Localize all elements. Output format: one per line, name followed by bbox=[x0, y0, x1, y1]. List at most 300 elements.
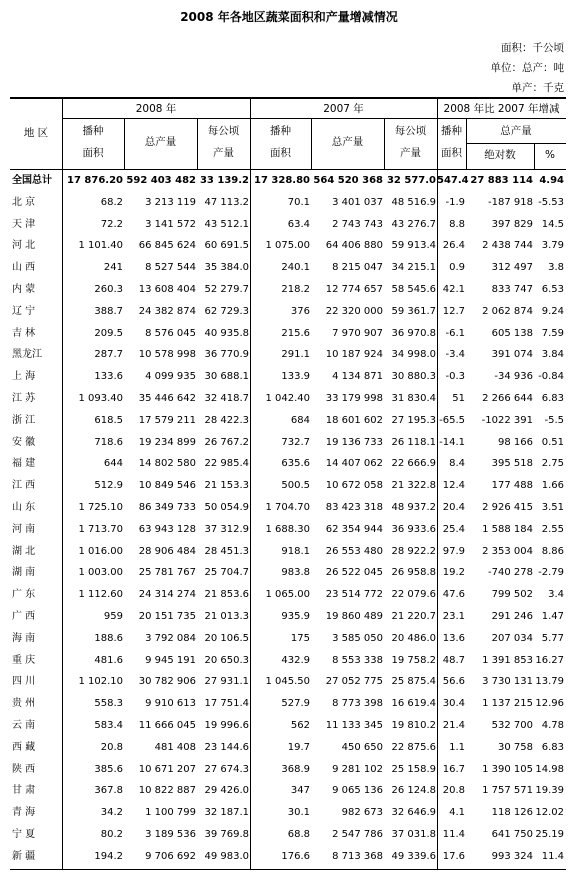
change-area-cell: 48.7 bbox=[442, 654, 465, 666]
change-area-cell: 26.4 bbox=[442, 240, 465, 252]
table-row bbox=[10, 846, 566, 868]
output-2007-cell: 10 187 924 bbox=[325, 349, 383, 361]
table-row bbox=[10, 497, 566, 519]
change-area-cell: 51 bbox=[452, 393, 465, 404]
output-2008-cell: 9 706 692 bbox=[145, 850, 196, 862]
area-2008-cell: 1 003.00 bbox=[78, 567, 123, 579]
yield-2007-cell: 48 516.9 bbox=[391, 196, 436, 208]
area-2008-cell: 188.6 bbox=[94, 632, 123, 644]
yield-2008-cell: 23 144.6 bbox=[204, 741, 249, 753]
change-percent-cell: 4.78 bbox=[541, 720, 564, 731]
change-area-cell: 20.8 bbox=[442, 785, 465, 797]
area-2008-cell: 583.4 bbox=[94, 720, 123, 731]
yield-2008-cell: 22 985.4 bbox=[204, 458, 249, 470]
change-output-cell: 2 438 744 bbox=[482, 240, 533, 252]
table-row bbox=[10, 650, 566, 672]
output-2007-cell: 14 407 062 bbox=[325, 458, 383, 470]
change-percent-cell: 9.24 bbox=[541, 305, 564, 317]
change-percent-cell: 3.4 bbox=[548, 589, 564, 601]
change-percent-cell: 6.83 bbox=[541, 741, 564, 753]
area-2007-cell: 218.2 bbox=[281, 284, 310, 295]
change-output-cell: 1 390 105 bbox=[482, 763, 533, 775]
output-2007-cell: 450 650 bbox=[341, 741, 383, 753]
change-output-cell: 2 062 874 bbox=[482, 305, 533, 317]
area-2008-cell: 17 876.20 bbox=[67, 175, 123, 186]
change-percent-cell: 5.77 bbox=[541, 632, 564, 644]
area-2008-cell: 558.3 bbox=[94, 698, 123, 710]
change-percent-cell: 3.8 bbox=[548, 262, 564, 274]
area-2007-cell: 176.6 bbox=[281, 850, 310, 862]
change-output-cell: 1 137 215 bbox=[482, 698, 533, 710]
change-percent-cell: 8.86 bbox=[541, 545, 564, 557]
region-cell: 山 东 bbox=[12, 502, 36, 513]
change-area-cell: -1.9 bbox=[445, 196, 465, 208]
yield-2008-cell: 52 279.7 bbox=[204, 284, 249, 295]
change-percent-cell: 14.5 bbox=[541, 218, 564, 230]
area-2007-cell: 175 bbox=[290, 632, 310, 644]
area-2007-cell: 1 042.40 bbox=[265, 393, 310, 404]
table-row-total bbox=[10, 170, 566, 192]
output-2007-cell: 9 065 136 bbox=[332, 785, 383, 797]
region-cell: 内 蒙 bbox=[12, 284, 36, 295]
table-row bbox=[10, 519, 566, 541]
change-area-cell: 47.6 bbox=[442, 589, 465, 601]
area-2008-cell: 718.6 bbox=[94, 436, 123, 448]
table-row bbox=[10, 192, 566, 214]
yield-2007-cell: 20 486.0 bbox=[391, 632, 436, 644]
area-2008-cell: 68.2 bbox=[100, 196, 123, 208]
header-yield-2008-line1: 每公顷 bbox=[207, 125, 240, 137]
change-output-cell: 2 266 644 bbox=[482, 393, 533, 404]
change-area-cell: 17.6 bbox=[442, 850, 465, 862]
area-2007-cell: 347 bbox=[290, 785, 310, 797]
change-percent-cell: 3.51 bbox=[541, 502, 564, 513]
table-row bbox=[10, 541, 566, 563]
region-cell: 广 东 bbox=[12, 589, 36, 601]
change-output-cell: 397 829 bbox=[491, 218, 533, 230]
area-2007-cell: 376 bbox=[290, 305, 310, 317]
output-2008-cell: 8 527 544 bbox=[145, 262, 196, 274]
change-output-cell: 395 518 bbox=[491, 458, 533, 470]
output-2007-cell: 7 970 907 bbox=[332, 327, 383, 339]
table-row bbox=[10, 410, 566, 432]
area-2007-cell: 133.9 bbox=[281, 371, 310, 383]
area-2008-cell: 1 016.00 bbox=[78, 545, 123, 557]
change-area-cell: 16.7 bbox=[442, 763, 465, 775]
table-row bbox=[10, 759, 566, 781]
area-2007-cell: 935.9 bbox=[281, 611, 310, 622]
region-cell: 重 庆 bbox=[12, 654, 36, 666]
output-2008-cell: 10 822 887 bbox=[138, 785, 196, 797]
header-output-2008: 总产量 bbox=[144, 136, 177, 148]
yield-2007-cell: 26 958.8 bbox=[391, 567, 436, 579]
header-change: 2008 年比 2007 年增减 bbox=[443, 103, 560, 115]
yield-2007-cell: 37 031.8 bbox=[391, 829, 436, 840]
change-area-cell: 97.9 bbox=[442, 545, 465, 557]
output-2008-cell: 66 845 624 bbox=[138, 240, 196, 252]
yield-2008-cell: 32 418.7 bbox=[204, 393, 249, 404]
yield-2008-cell: 21 013.3 bbox=[204, 611, 249, 622]
yield-2008-cell: 35 384.0 bbox=[204, 262, 249, 274]
area-2008-cell: 241 bbox=[103, 262, 123, 274]
table-title: 2008 年各地区蔬菜面积和产量增减情况 bbox=[180, 10, 398, 24]
yield-2007-cell: 22 875.6 bbox=[391, 741, 436, 753]
yield-2008-cell: 28 451.3 bbox=[204, 545, 249, 557]
output-2007-cell: 62 354 944 bbox=[325, 523, 383, 535]
area-2008-cell: 385.6 bbox=[94, 763, 123, 775]
area-2007-cell: 70.1 bbox=[287, 196, 310, 208]
yield-2008-cell: 40 935.8 bbox=[204, 327, 249, 339]
change-output-cell: -740 278 bbox=[488, 567, 533, 579]
area-2007-cell: 684 bbox=[290, 414, 310, 426]
region-cell: 广 西 bbox=[12, 611, 36, 622]
region-cell: 宁 夏 bbox=[12, 829, 36, 840]
change-percent-cell: 7.59 bbox=[541, 327, 564, 339]
yield-2007-cell: 49 339.6 bbox=[391, 850, 436, 862]
change-output-cell: 605 138 bbox=[491, 327, 533, 339]
change-percent-cell: 6.83 bbox=[541, 393, 564, 404]
output-2008-cell: 9 910 613 bbox=[145, 698, 196, 710]
change-percent-cell: 13.79 bbox=[535, 676, 564, 688]
change-output-cell: 641 750 bbox=[491, 829, 533, 840]
change-output-cell: 177 488 bbox=[491, 480, 533, 492]
change-area-cell: 23.1 bbox=[442, 611, 465, 622]
change-output-cell: 98 166 bbox=[498, 436, 533, 448]
area-2008-cell: 512.9 bbox=[94, 480, 123, 492]
change-area-cell: 19.2 bbox=[442, 567, 465, 579]
yield-2008-cell: 26 767.2 bbox=[204, 436, 249, 448]
change-percent-cell: 2.55 bbox=[541, 523, 564, 535]
header-change-absolute: 绝对数 bbox=[484, 149, 516, 161]
table-row bbox=[10, 453, 566, 475]
table-row bbox=[10, 802, 566, 824]
region-cell: 江 西 bbox=[12, 480, 36, 492]
change-percent-cell: 12.96 bbox=[535, 698, 564, 710]
output-2007-cell: 2 547 786 bbox=[332, 829, 383, 840]
output-2007-cell: 4 134 871 bbox=[332, 371, 383, 383]
area-2007-cell: 1 045.50 bbox=[265, 676, 310, 688]
header-yield-2007-line1: 每公顷 bbox=[394, 125, 427, 137]
change-output-cell: 833 747 bbox=[491, 284, 533, 295]
change-area-cell: 4.1 bbox=[449, 807, 465, 819]
change-output-cell: 291 246 bbox=[491, 611, 533, 622]
output-2008-cell: 8 576 045 bbox=[145, 327, 196, 339]
yield-2008-cell: 32 187.1 bbox=[204, 807, 249, 819]
change-percent-cell: 12.02 bbox=[535, 807, 564, 819]
output-2007-cell: 3 585 050 bbox=[332, 632, 383, 644]
change-area-cell: 25.4 bbox=[442, 523, 465, 535]
output-2008-cell: 14 802 580 bbox=[138, 458, 196, 470]
output-2008-cell: 10 578 998 bbox=[138, 349, 196, 361]
change-output-cell: 118 126 bbox=[491, 807, 533, 819]
region-cell: 西 藏 bbox=[12, 741, 36, 753]
yield-2008-cell: 25 704.7 bbox=[204, 567, 249, 579]
change-area-cell: -65.5 bbox=[439, 414, 465, 426]
output-2007-cell: 8 553 338 bbox=[332, 654, 383, 666]
output-2007-cell: 27 052 775 bbox=[325, 676, 383, 688]
yield-2008-cell: 50 054.9 bbox=[204, 502, 249, 513]
output-2008-cell: 30 782 906 bbox=[138, 676, 196, 688]
change-area-cell: 12.7 bbox=[442, 305, 465, 317]
table-row bbox=[10, 671, 566, 693]
change-output-cell: 27 883 114 bbox=[470, 175, 533, 186]
area-2007-cell: 291.1 bbox=[281, 349, 310, 361]
header-output-2007: 总产量 bbox=[331, 136, 364, 148]
output-2008-cell: 4 099 935 bbox=[145, 371, 196, 383]
area-2007-cell: 368.9 bbox=[281, 763, 310, 775]
region-cell: 湖 南 bbox=[12, 567, 36, 579]
output-2007-cell: 564 520 368 bbox=[313, 175, 383, 186]
output-2007-cell: 18 601 602 bbox=[325, 414, 383, 426]
region-cell: 上 海 bbox=[12, 371, 36, 383]
change-output-cell: 993 324 bbox=[491, 850, 533, 862]
yield-2007-cell: 30 880.3 bbox=[391, 371, 436, 383]
yield-2007-cell: 34 998.0 bbox=[391, 349, 436, 361]
output-2008-cell: 28 906 484 bbox=[138, 545, 196, 557]
change-output-cell: 391 074 bbox=[491, 349, 533, 361]
area-2007-cell: 63.4 bbox=[287, 218, 310, 230]
yield-2008-cell: 20 650.3 bbox=[204, 654, 249, 666]
area-2007-cell: 918.1 bbox=[281, 545, 310, 557]
region-cell: 青 海 bbox=[12, 807, 36, 819]
area-2008-cell: 1 713.70 bbox=[78, 523, 123, 535]
area-2008-cell: 481.6 bbox=[94, 654, 123, 666]
change-percent-cell: 3.79 bbox=[541, 240, 564, 252]
yield-2008-cell: 30 688.1 bbox=[204, 371, 249, 383]
change-output-cell: -34 936 bbox=[494, 371, 533, 383]
area-2007-cell: 240.1 bbox=[281, 262, 310, 274]
area-2007-cell: 500.5 bbox=[281, 480, 310, 492]
change-output-cell: 1 588 184 bbox=[482, 523, 533, 535]
area-2008-cell: 1 725.10 bbox=[78, 502, 123, 513]
change-area-cell: 8.8 bbox=[449, 218, 465, 230]
region-cell: 新 疆 bbox=[12, 850, 36, 862]
change-area-cell: -3.4 bbox=[445, 349, 465, 361]
region-cell: 河 北 bbox=[12, 240, 36, 252]
yield-2008-cell: 17 751.4 bbox=[204, 698, 249, 710]
output-2008-cell: 1 100 799 bbox=[145, 807, 196, 819]
table-row bbox=[10, 824, 566, 846]
table-row bbox=[10, 323, 566, 345]
change-percent-cell: 16.27 bbox=[535, 654, 564, 666]
area-2007-cell: 1 688.30 bbox=[265, 523, 310, 535]
output-2007-cell: 2 743 743 bbox=[332, 218, 383, 230]
area-2008-cell: 1 112.60 bbox=[78, 589, 123, 601]
region-cell: 云 南 bbox=[12, 720, 36, 731]
header-change-area-line1: 播种 bbox=[441, 125, 462, 137]
yield-2007-cell: 32 577.0 bbox=[386, 175, 436, 186]
area-2008-cell: 133.6 bbox=[94, 371, 123, 383]
change-area-cell: -0.3 bbox=[445, 371, 465, 383]
change-area-cell: -6.1 bbox=[445, 327, 465, 339]
area-2008-cell: 209.5 bbox=[94, 327, 123, 339]
output-unit-note: 单位：总产：吨 bbox=[490, 62, 564, 74]
top-rule bbox=[10, 97, 566, 99]
yield-unit-note: 单产：千克 bbox=[511, 82, 564, 94]
change-output-cell: 312 497 bbox=[491, 262, 533, 274]
table-row bbox=[10, 737, 566, 759]
output-2008-cell: 3 213 119 bbox=[145, 196, 196, 208]
header-area-2008-line1: 播种 bbox=[82, 125, 104, 137]
change-percent-cell: 11.4 bbox=[541, 850, 564, 862]
output-2008-cell: 19 234 899 bbox=[138, 436, 196, 448]
header-area-2008-line2: 面积 bbox=[82, 147, 104, 159]
output-2008-cell: 35 446 642 bbox=[138, 393, 196, 404]
yield-2008-cell: 29 426.0 bbox=[204, 785, 249, 797]
output-2008-cell: 3 141 572 bbox=[145, 218, 196, 230]
area-2008-cell: 72.2 bbox=[100, 218, 123, 230]
area-2007-cell: 983.8 bbox=[281, 567, 310, 579]
yield-2008-cell: 33 139.2 bbox=[199, 175, 249, 186]
output-2007-cell: 26 553 480 bbox=[325, 545, 383, 557]
region-cell: 福 建 bbox=[12, 458, 36, 470]
change-output-cell: -187 918 bbox=[488, 196, 533, 208]
change-area-cell: 0.9 bbox=[449, 262, 465, 274]
output-2007-cell: 8 215 047 bbox=[332, 262, 383, 274]
yield-2007-cell: 34 215.1 bbox=[391, 262, 436, 274]
output-2008-cell: 17 579 211 bbox=[138, 414, 196, 426]
yield-2008-cell: 21 153.3 bbox=[204, 480, 249, 492]
area-2008-cell: 959 bbox=[103, 611, 123, 622]
area-2008-cell: 1 102.10 bbox=[78, 676, 123, 688]
region-cell: 陕 西 bbox=[12, 763, 36, 775]
change-area-cell: 13.6 bbox=[442, 632, 465, 644]
change-output-cell: 1 391 853 bbox=[482, 654, 533, 666]
output-2007-cell: 3 401 037 bbox=[332, 196, 383, 208]
yield-2007-cell: 32 646.9 bbox=[391, 807, 436, 819]
table-row bbox=[10, 257, 566, 279]
yield-2007-cell: 21 220.7 bbox=[391, 611, 436, 622]
region-cell: 甘 肃 bbox=[12, 785, 36, 797]
output-2007-cell: 11 133 345 bbox=[325, 720, 383, 731]
yield-2008-cell: 28 422.3 bbox=[204, 414, 249, 426]
output-2007-cell: 23 514 772 bbox=[325, 589, 383, 601]
yield-2008-cell: 60 691.5 bbox=[204, 240, 249, 252]
area-unit-note: 面积：千公顷 bbox=[501, 42, 564, 54]
output-2007-cell: 12 774 657 bbox=[325, 284, 383, 295]
yield-2007-cell: 36 970.8 bbox=[391, 327, 436, 339]
change-percent-cell: 19.39 bbox=[535, 785, 564, 797]
area-2007-cell: 1 075.00 bbox=[265, 240, 310, 252]
header-change-percent: % bbox=[545, 149, 555, 161]
area-2008-cell: 1 101.40 bbox=[78, 240, 123, 252]
output-2007-cell: 19 860 489 bbox=[325, 611, 383, 622]
region-cell: 黑龙江 bbox=[12, 349, 42, 361]
yield-2007-cell: 25 875.4 bbox=[391, 676, 436, 688]
change-output-cell: 799 502 bbox=[491, 589, 533, 601]
region-cell: 江 苏 bbox=[12, 393, 36, 404]
header-region: 地 区 bbox=[23, 127, 49, 139]
change-output-cell: 2 926 415 bbox=[482, 502, 533, 513]
change-output-cell: 1 757 571 bbox=[482, 785, 533, 797]
area-2008-cell: 260.3 bbox=[94, 284, 123, 295]
output-2007-cell: 22 320 000 bbox=[325, 305, 383, 317]
table-row bbox=[10, 693, 566, 715]
change-area-cell: 8.4 bbox=[449, 458, 465, 470]
yield-2007-cell: 16 619.4 bbox=[391, 698, 436, 710]
output-2008-cell: 86 349 733 bbox=[138, 502, 196, 513]
region-cell: 安 徽 bbox=[12, 436, 36, 448]
change-percent-cell: -2.79 bbox=[538, 567, 564, 579]
yield-2007-cell: 19 758.2 bbox=[391, 654, 436, 666]
change-area-cell: 11.4 bbox=[442, 829, 465, 840]
yield-2007-cell: 22 079.6 bbox=[391, 589, 436, 601]
region-cell: 天 津 bbox=[12, 218, 36, 230]
bottom-rule bbox=[10, 869, 566, 870]
region-cell: 浙 江 bbox=[12, 414, 36, 426]
region-cell: 海 南 bbox=[12, 632, 36, 644]
change-output-cell: -1022 391 bbox=[481, 414, 533, 426]
output-2007-cell: 33 179 998 bbox=[325, 393, 383, 404]
yield-2007-cell: 26 118.1 bbox=[391, 436, 436, 448]
table-row bbox=[10, 366, 566, 388]
change-percent-cell: 14.98 bbox=[535, 763, 564, 775]
output-2007-cell: 64 406 880 bbox=[325, 240, 383, 252]
change-percent-cell: -0.84 bbox=[538, 371, 564, 383]
yield-2007-cell: 21 322.8 bbox=[391, 480, 436, 492]
yield-2007-cell: 36 933.6 bbox=[391, 523, 436, 535]
table-row bbox=[10, 780, 566, 802]
change-area-cell: 21.4 bbox=[442, 720, 465, 731]
table-row bbox=[10, 279, 566, 301]
change-output-cell: 207 034 bbox=[491, 632, 533, 644]
yield-2008-cell: 20 106.5 bbox=[204, 632, 249, 644]
yield-2008-cell: 27 674.3 bbox=[204, 763, 249, 775]
output-2008-cell: 24 314 274 bbox=[138, 589, 196, 601]
change-percent-cell: -5.5 bbox=[544, 414, 564, 426]
table-row bbox=[10, 475, 566, 497]
area-2007-cell: 527.9 bbox=[281, 698, 310, 710]
table-row bbox=[10, 606, 566, 628]
area-2007-cell: 732.7 bbox=[281, 436, 310, 448]
area-2008-cell: 20.8 bbox=[100, 741, 123, 753]
change-output-cell: 3 730 131 bbox=[482, 676, 533, 688]
header-yield-2007-line2: 产量 bbox=[400, 147, 421, 159]
output-2008-cell: 20 151 735 bbox=[138, 611, 196, 622]
area-2007-cell: 1 704.70 bbox=[265, 502, 310, 513]
region-cell: 北 京 bbox=[12, 196, 36, 208]
output-2008-cell: 592 403 482 bbox=[126, 175, 196, 186]
area-2007-cell: 1 065.00 bbox=[265, 589, 310, 601]
change-percent-cell: 2.75 bbox=[541, 458, 564, 470]
change-percent-cell: 25.19 bbox=[535, 829, 564, 840]
change-area-cell: 56.6 bbox=[442, 676, 465, 688]
yield-2008-cell: 39 769.8 bbox=[204, 829, 249, 840]
change-percent-cell: 0.51 bbox=[541, 436, 564, 448]
yield-2008-cell: 47 113.2 bbox=[204, 196, 249, 208]
area-2007-cell: 17 328.80 bbox=[254, 175, 310, 186]
header-2008: 2008 年 bbox=[135, 103, 177, 115]
area-2008-cell: 644 bbox=[103, 458, 123, 470]
change-output-cell: 532 700 bbox=[491, 720, 533, 731]
change-area-cell: 1.1 bbox=[449, 741, 465, 753]
yield-2007-cell: 59 913.4 bbox=[391, 240, 436, 252]
area-2008-cell: 287.7 bbox=[94, 349, 123, 361]
output-2008-cell: 10 671 207 bbox=[138, 763, 196, 775]
output-2008-cell: 24 382 874 bbox=[138, 305, 196, 317]
area-2007-cell: 635.6 bbox=[281, 458, 310, 470]
region-cell: 湖 北 bbox=[12, 545, 36, 557]
yield-2007-cell: 43 276.7 bbox=[391, 218, 436, 230]
header-area-2007-line1: 播种 bbox=[270, 125, 291, 137]
yield-2008-cell: 37 312.9 bbox=[204, 523, 249, 535]
output-2008-cell: 3 189 536 bbox=[145, 829, 196, 840]
output-2007-cell: 9 281 102 bbox=[332, 763, 383, 775]
header-change-area-line2: 面积 bbox=[441, 147, 462, 159]
output-2007-cell: 83 423 318 bbox=[325, 502, 383, 513]
yield-2008-cell: 49 983.0 bbox=[204, 850, 249, 862]
output-2007-cell: 26 522 045 bbox=[325, 567, 383, 579]
